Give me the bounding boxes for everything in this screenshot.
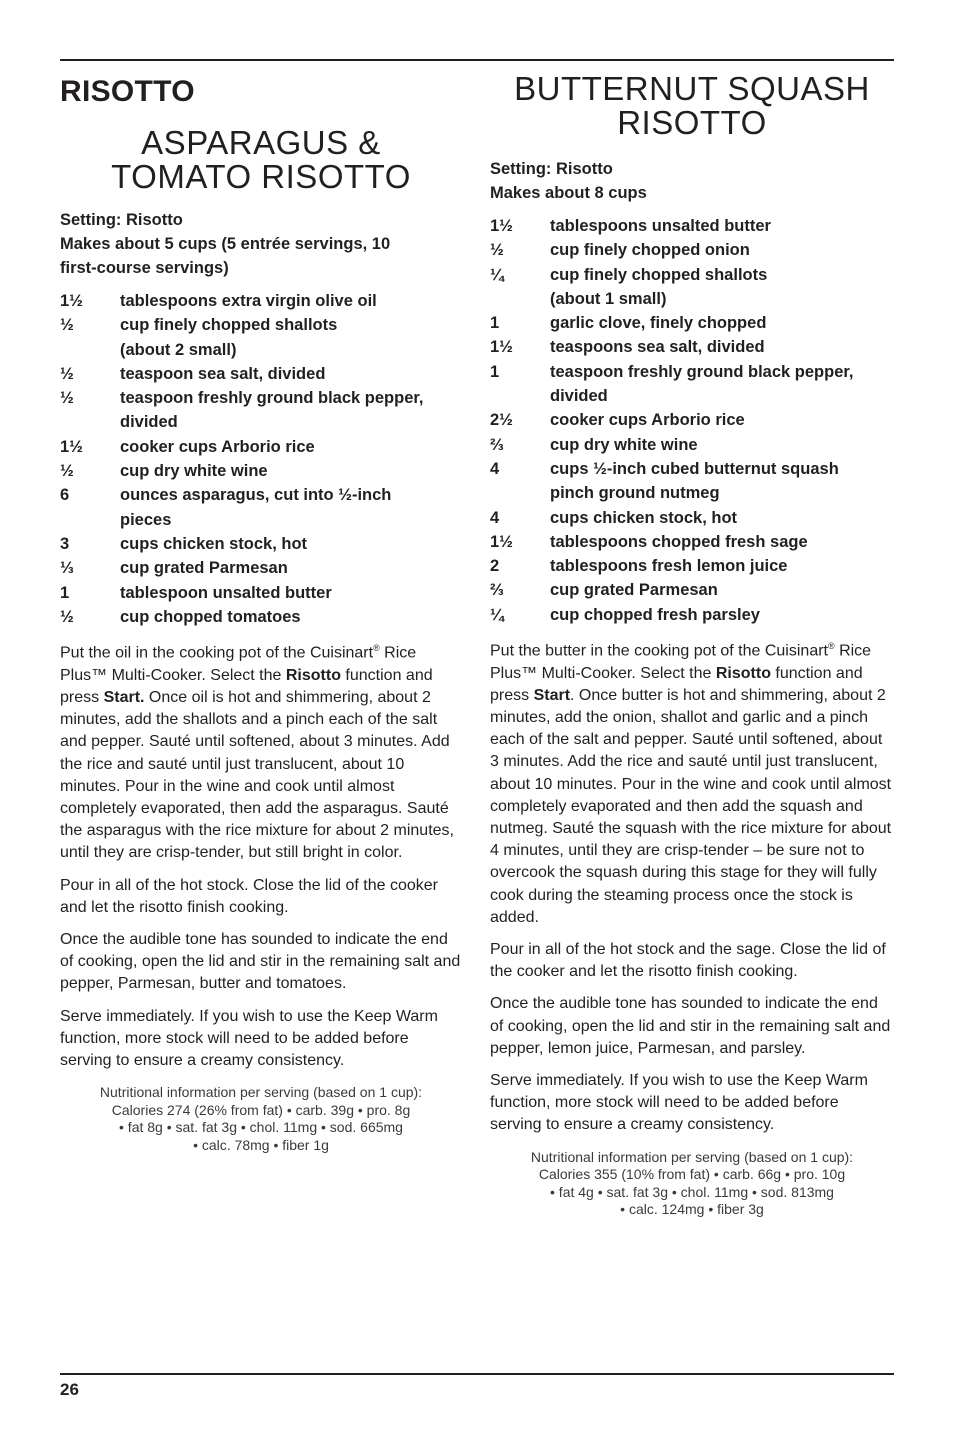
ingredient-row — [490, 335, 894, 359]
nutrition-line: Nutritional information per serving (based on 1 cup): — [99, 1084, 423, 1101]
ingredient-amount: ¼ — [490, 605, 504, 624]
ingredient-text: cup chopped tomatoes — [120, 607, 301, 626]
instruction-paragraph: Serve immediately. If you wish to use the Keep Warm function, more stock will need to be added before serving to ensure a creamy consistency. — [490, 1072, 868, 1134]
ingredient-row — [60, 532, 462, 556]
ingredient-row — [490, 214, 894, 238]
risotto-function-label: Risotto — [285, 666, 341, 684]
registered-mark: ® — [827, 641, 835, 652]
instruction-text: Put the butter in the cooking pot of the Cuisinart — [490, 642, 828, 660]
instruction-text: . Once butter is hot and shimmering, about 2 minutes, add the onion, shallot and garlic and a pinch each of the salt and pepper. Sauté until softened, about 3 minutes. Add the rice and sauté until just translucent, about 10 minutes. Pour in the wine and cook until almost completely evaporated and then add the squash and nutmeg. Sauté the squash with the rice mixture for about 4 minutes, until they are crisp-tender – be sure not to overcook the squash during this stage for they will fully cook during the steaming process once the stock is added. — [490, 686, 892, 926]
start-function-label: Start. — [103, 688, 145, 706]
ingredient-text: cup finely chopped shallots (about 2 small) — [120, 316, 338, 359]
ingredient-text: cups chicken stock, hot — [550, 508, 738, 527]
ingredient-amount: 6 — [60, 486, 70, 505]
ingredient-row — [60, 435, 462, 459]
ingredient-row — [490, 433, 894, 457]
ingredient-text: ounces asparagus, cut into ½-inch pieces — [120, 486, 392, 529]
risotto-function-label: Risotto — [715, 664, 771, 682]
ingredient-text: cup grated Parmesan — [550, 581, 718, 600]
ingredient-amount: 1½ — [490, 532, 513, 551]
ingredient-text: garlic clove, finely chopped — [550, 314, 767, 333]
ingredient-amount: 1 — [60, 583, 70, 602]
ingredient-row — [60, 459, 462, 483]
ingredient-text: teaspoons sea salt, divided — [550, 338, 765, 357]
nutrition-line: • calc. 78mg • fiber 1g — [193, 1136, 329, 1153]
ingredient-row — [490, 238, 894, 262]
ingredient-row — [60, 362, 462, 386]
ingredient-row — [60, 483, 462, 532]
ingredient-text: cups ½-inch cubed butternut squash — [550, 459, 839, 478]
ingredient-text: cup grated Parmesan — [120, 559, 288, 578]
ingredient-amount: ½ — [60, 607, 74, 626]
ingredient-amount: 3 — [60, 534, 70, 553]
ingredient-amount: ⅔ — [490, 435, 504, 454]
ingredient-text: tablespoon unsalted butter — [120, 583, 332, 602]
instruction-text: Once oil is hot and shimmering, about 2 minutes, add the shallots and a pinch each of the salt and pepper. Sauté until softened, about 3 minutes. Add the rice and sauté until just translucent, about 10 minutes. Pour in the wine and cook until almost completely evaporated, then add the asparagus. Sauté the asparagus with the rice mixture for about 2 minutes, until they are crisp-tender, but still bright in color. — [60, 688, 454, 862]
ingredient-amount: 4 — [490, 508, 500, 527]
ingredient-text: tablespoons chopped fresh sage — [550, 532, 808, 551]
ingredient-amount — [490, 481, 550, 505]
nutrition-line: Calories 355 (10% from fat) • carb. 66g • pro. 10g — [538, 1166, 846, 1183]
ingredient-row — [490, 506, 894, 530]
ingredient-row — [490, 481, 894, 505]
recipe-title: BUTTERNUT SQUASH RISOTTO — [514, 70, 870, 141]
ingredient-text: cups chicken stock, hot — [120, 534, 308, 553]
section-title: RISOTTO — [60, 75, 195, 108]
recipe-title: ASPARAGUS & TOMATO RISOTTO — [111, 124, 411, 195]
ingredient-row — [490, 408, 894, 432]
ingredient-text: cup finely chopped onion — [550, 241, 750, 260]
instruction-paragraph: Serve immediately. If you wish to use the Keep Warm function, more stock will need to be added before serving to ensure a creamy consistency. — [60, 1007, 438, 1069]
ingredient-text: pinch ground nutmeg — [550, 484, 720, 503]
ingredient-row — [490, 554, 894, 578]
recipe-yield: Makes about 8 cups — [490, 184, 647, 202]
nutrition-info — [60, 1084, 462, 1154]
ingredient-row — [490, 457, 894, 481]
ingredient-row — [490, 263, 894, 312]
instruction-paragraph: Once the audible tone has sounded to indicate the end of cooking, open the lid and stir in the remaining salt and pepper, lemon juice, Parmesan, and parsley. — [490, 995, 891, 1057]
instruction-paragraph: Pour in all of the hot stock. Close the lid of the cooker and let the risotto finish cooking. — [60, 876, 438, 916]
ingredient-row — [490, 530, 894, 554]
instruction-text: function and press — [490, 664, 863, 704]
ingredient-text: cup dry white wine — [550, 435, 698, 454]
instruction-paragraph — [60, 637, 462, 864]
registered-mark: ® — [373, 643, 380, 654]
recipe-yield: Makes about 5 cups (5 entrée servings, 10 first-course servings) — [60, 235, 391, 277]
ingredient-text: tablespoons extra virgin olive oil — [120, 292, 377, 310]
ingredient-amount: 1½ — [490, 338, 513, 357]
instruction-paragraph: Once the audible tone has sounded to indicate the end of cooking, open the lid and stir in the remaining salt and pepper, Parmesan, butter and tomatoes. — [60, 930, 461, 993]
page-number: 26 — [60, 1380, 79, 1399]
nutrition-line: Nutritional information per serving (based on 1 cup): — [530, 1148, 854, 1165]
bottom-rule — [60, 1373, 894, 1375]
recipe-instructions — [490, 635, 894, 1137]
ingredient-text: cooker cups Arborio rice — [120, 437, 315, 456]
nutrition-info — [490, 1149, 894, 1219]
ingredient-text: cup finely chopped shallots (about 1 small) — [550, 265, 768, 308]
recipe-meta — [490, 157, 894, 205]
ingredient-row — [60, 556, 462, 580]
ingredient-amount: ½ — [60, 462, 74, 481]
ingredient-text: teaspoon sea salt, divided — [120, 364, 326, 383]
ingredient-list — [60, 289, 462, 629]
ingredient-amount: ½ — [490, 241, 504, 260]
recipe-instructions — [60, 637, 462, 1072]
ingredient-amount: 1 — [490, 314, 500, 333]
ingredient-amount: ½ — [60, 389, 74, 408]
ingredient-row — [60, 313, 462, 362]
instruction-paragraph: Pour in all of the hot stock and the sage. Close the lid of the cooker and let the risotto finish cooking. — [490, 941, 886, 981]
ingredient-amount: ½ — [60, 364, 74, 383]
recipe-column-right — [490, 72, 894, 1219]
nutrition-line: Calories 274 (26% from fat) • carb. 39g • pro. 8g — [111, 1101, 411, 1118]
ingredient-amount: ½ — [60, 316, 74, 335]
ingredient-amount: 2 — [490, 557, 500, 576]
ingredient-amount: ⅓ — [60, 559, 74, 578]
ingredient-row — [490, 603, 894, 627]
top-rule — [60, 59, 894, 61]
ingredient-text: tablespoons unsalted butter — [550, 217, 771, 235]
recipe-setting: Setting: Risotto — [490, 160, 613, 178]
instruction-text: Put the oil in the cooking pot of the Cuisinart — [60, 644, 374, 662]
ingredient-amount: 1½ — [490, 217, 513, 235]
start-function-label: Start — [533, 686, 571, 704]
ingredient-list — [490, 214, 894, 627]
ingredient-amount: ¼ — [490, 265, 504, 284]
instruction-text: Rice Plus™ Multi-Cooker. Select the — [490, 642, 872, 682]
instruction-paragraph — [490, 635, 894, 929]
ingredient-row — [490, 311, 894, 335]
ingredient-amount: 1½ — [60, 437, 83, 456]
ingredient-amount: 4 — [490, 459, 500, 478]
nutrition-line: • fat 4g • sat. fat 3g • chol. 11mg • sod. 813mg — [550, 1183, 834, 1200]
ingredient-row — [60, 289, 462, 313]
ingredient-row — [60, 581, 462, 605]
recipe-setting: Setting: Risotto — [60, 211, 183, 229]
ingredient-text: cooker cups Arborio rice — [550, 411, 745, 430]
recipe-meta — [60, 208, 462, 280]
ingredient-amount: 1½ — [60, 292, 83, 310]
nutrition-line: • calc. 124mg • fiber 3g — [620, 1201, 764, 1218]
recipe-column-left — [60, 72, 462, 1155]
ingredient-amount: 2½ — [490, 411, 513, 430]
nutrition-line: • fat 8g • sat. fat 3g • chol. 11mg • sod. 665mg — [119, 1119, 403, 1136]
ingredient-text: tablespoons fresh lemon juice — [550, 557, 788, 576]
ingredient-row — [490, 578, 894, 602]
ingredient-text: cup dry white wine — [120, 462, 268, 481]
ingredient-text: teaspoon freshly ground black pepper, divided — [550, 362, 854, 406]
instruction-text: function and press — [60, 666, 433, 706]
ingredient-amount: ⅔ — [490, 581, 504, 600]
ingredient-row — [60, 605, 462, 629]
ingredient-row — [60, 386, 462, 435]
ingredient-row — [490, 360, 894, 409]
instruction-text: Rice Plus™ Multi-Cooker. Select the — [60, 644, 417, 684]
ingredient-amount: 1 — [490, 362, 500, 381]
ingredient-text: cup chopped fresh parsley — [550, 605, 760, 624]
ingredient-text: teaspoon freshly ground black pepper, divided — [120, 389, 424, 432]
